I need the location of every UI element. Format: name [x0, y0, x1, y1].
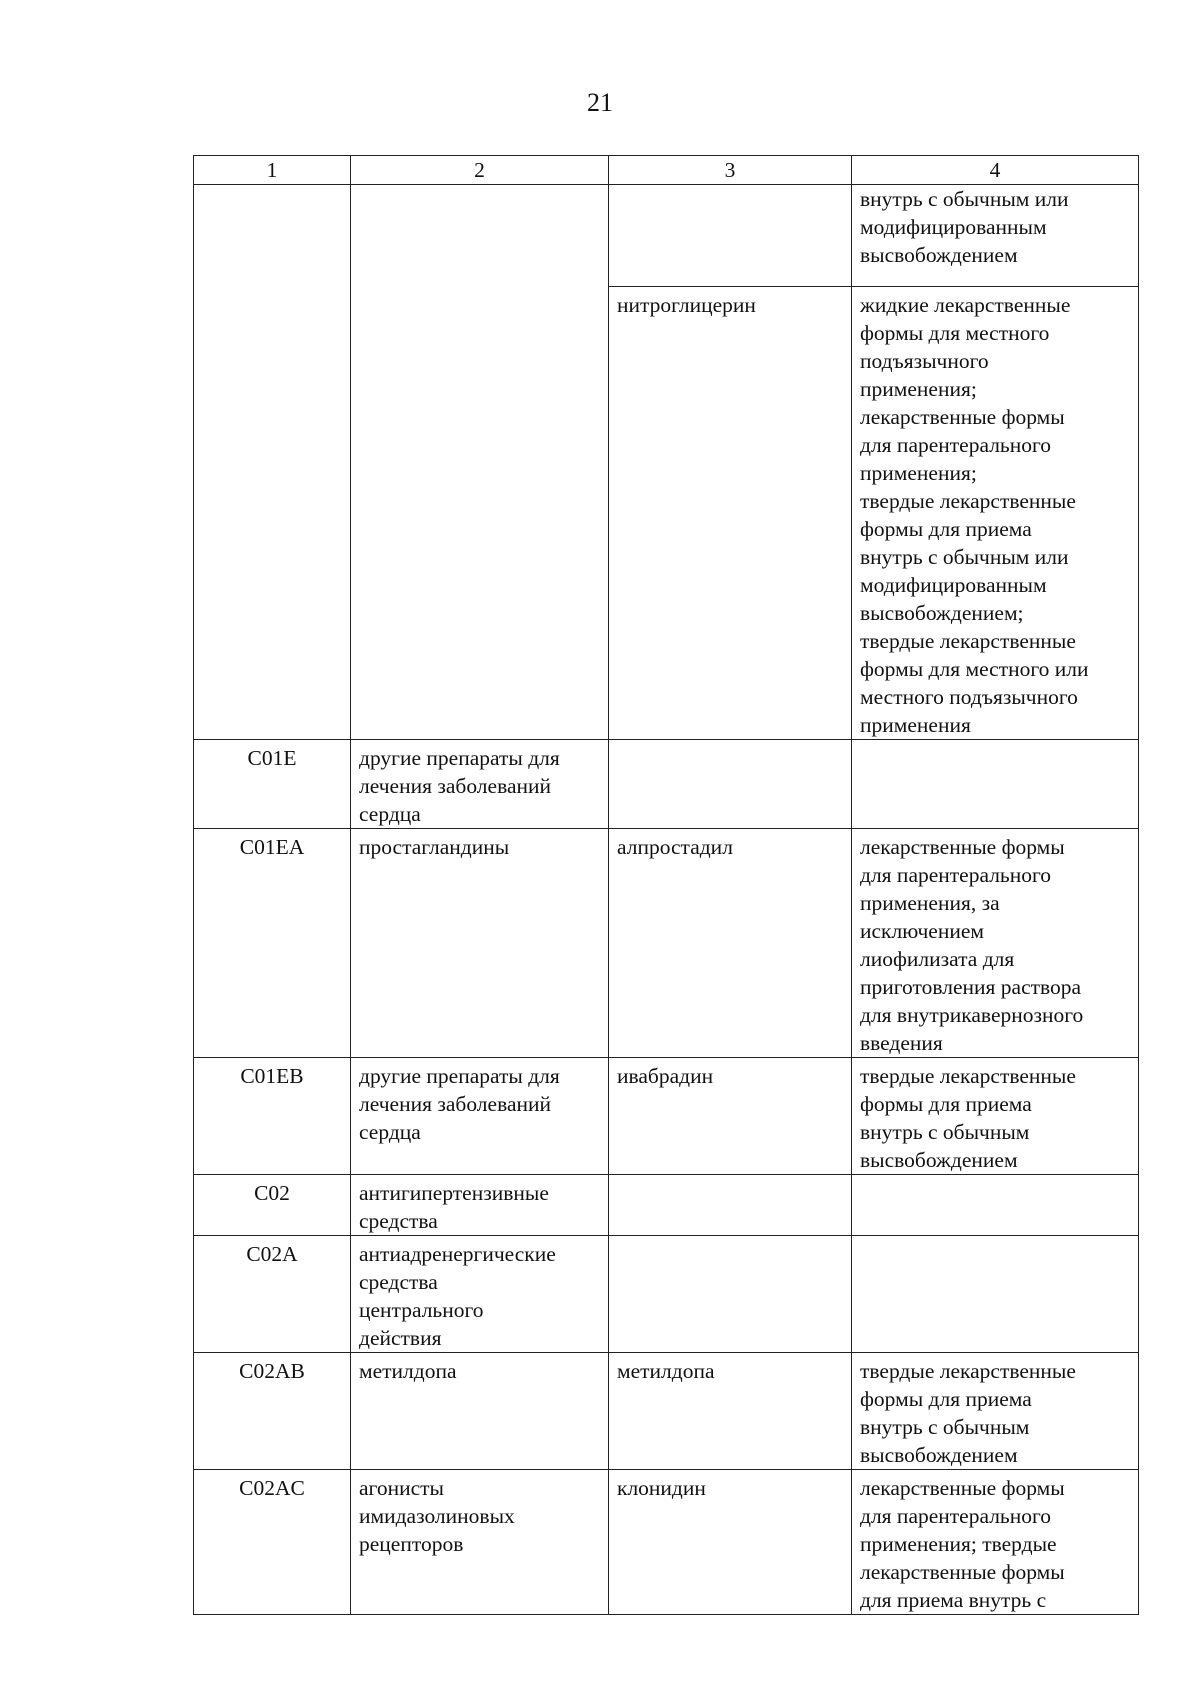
column-header-4: 4	[852, 156, 1139, 185]
drug-cell: алпростадил	[609, 829, 852, 1058]
form-cell: лекарственные формы для парентерального применения, за исключением лиофилизата для приготовления раствора для внутрикавернозного введения	[852, 829, 1139, 1058]
drug-list-table	[193, 155, 1139, 1615]
drug-cell	[609, 740, 852, 829]
code-cell	[194, 185, 351, 740]
form-cell: твердые лекарственные формы для приема внутрь с обычным высвобождением	[852, 1058, 1139, 1175]
code-cell: C01EA	[194, 829, 351, 1058]
code-cell: C01E	[194, 740, 351, 829]
group-cell: другие препараты для лечения заболеваний сердца	[351, 1058, 609, 1175]
column-header-3: 3	[609, 156, 852, 185]
drug-cell: ивабрадин	[609, 1058, 852, 1175]
code-cell: C02AC	[194, 1470, 351, 1615]
table-header-row	[194, 156, 1139, 185]
table-row	[194, 829, 1139, 1058]
form-cell	[852, 740, 1139, 829]
code-cell: C02	[194, 1175, 351, 1236]
table-row	[194, 1058, 1139, 1175]
drug-cell: нитроглицерин	[609, 287, 852, 740]
table-row	[194, 1236, 1139, 1353]
form-cell: внутрь с обычным или модифицированным высвобождением	[852, 185, 1139, 287]
column-header-1: 1	[194, 156, 351, 185]
table-row	[194, 740, 1139, 829]
drug-cell: клонидин	[609, 1470, 852, 1615]
drug-cell: метилдопа	[609, 1353, 852, 1470]
column-header-2: 2	[351, 156, 609, 185]
form-cell	[852, 1175, 1139, 1236]
code-cell: C01EB	[194, 1058, 351, 1175]
code-cell: C02A	[194, 1236, 351, 1353]
form-cell: жидкие лекарственные формы для местного подъязычного применения; лекарственные формы для парентерального применения; твердые лекарственные формы для приема внутрь с обычным или модифицированным высвобождением; твердые лекарственные формы для местного или местного подъязычного применения	[852, 287, 1139, 740]
table-row	[194, 1470, 1139, 1615]
table-row	[194, 1175, 1139, 1236]
drug-cell	[609, 1236, 852, 1353]
group-cell: агонисты имидазолиновых рецепторов	[351, 1470, 609, 1615]
drug-cell	[609, 1175, 852, 1236]
drug-cell	[609, 185, 852, 287]
group-cell: другие препараты для лечения заболеваний сердца	[351, 740, 609, 829]
page-number: 21	[587, 88, 613, 117]
form-cell: лекарственные формы для парентерального применения; твердые лекарственные формы для приема внутрь с	[852, 1470, 1139, 1615]
group-cell: антигипертензивные средства	[351, 1175, 609, 1236]
table-row	[194, 1353, 1139, 1470]
group-cell: антиадренергические средства центрального действия	[351, 1236, 609, 1353]
table-row	[194, 185, 1139, 287]
group-cell: метилдопа	[351, 1353, 609, 1470]
form-cell: твердые лекарственные формы для приема внутрь с обычным высвобождением	[852, 1353, 1139, 1470]
group-cell	[351, 185, 609, 740]
code-cell: C02AB	[194, 1353, 351, 1470]
group-cell: простагландины	[351, 829, 609, 1058]
form-cell	[852, 1236, 1139, 1353]
